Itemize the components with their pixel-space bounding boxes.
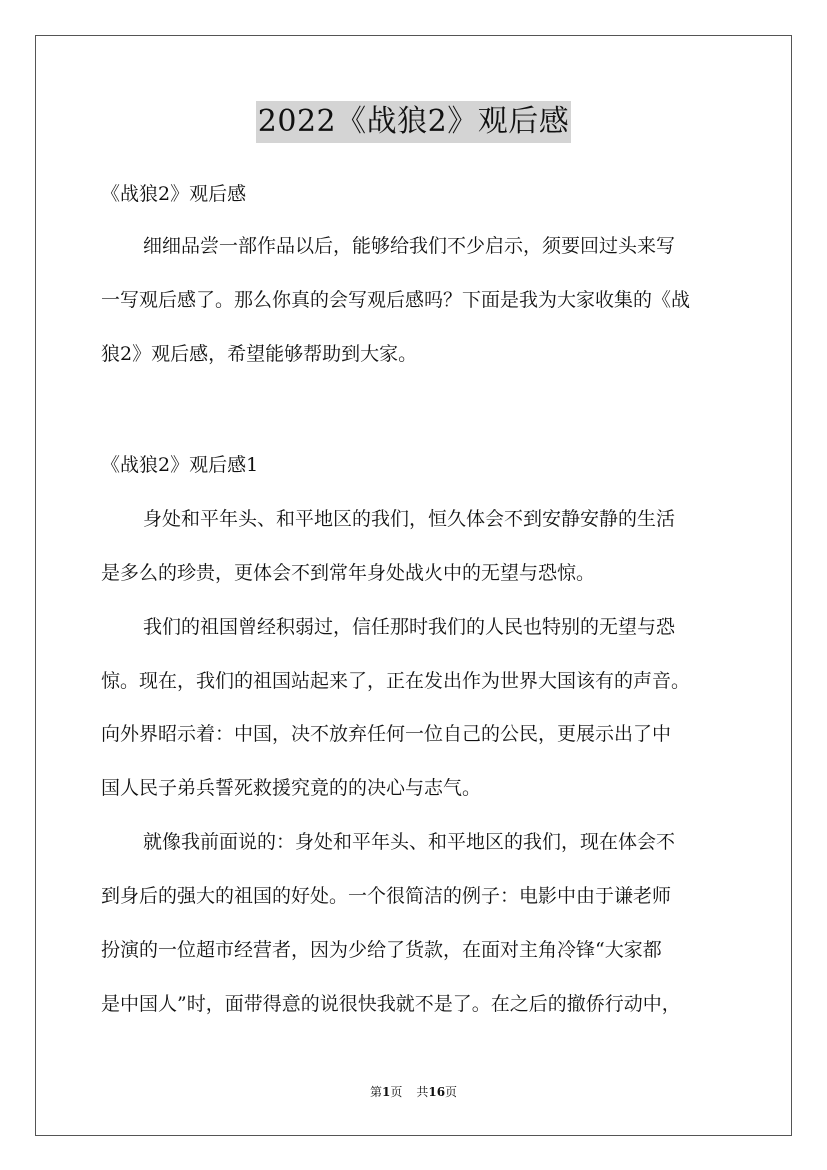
page-prefix: 第: [369, 1085, 382, 1099]
para3-line-2: 到身后的强大的祖国的好处。一个很简洁的例子：电影中由于谦老师: [101, 885, 672, 907]
para3-line-3: 扮演的一位超市经营者，因为少给了货款，在面对主角冷锋“大家都: [101, 939, 662, 961]
page-unit: 页: [390, 1085, 403, 1099]
document-title: [0, 101, 827, 143]
para1-line-2: 是多么的珍贵，更体会不到常年身处战火中的无望与恐惊。: [101, 562, 596, 584]
total-unit: 页: [445, 1085, 458, 1099]
page-current: 1: [381, 1085, 391, 1099]
intro-line-1: 细细品尝一部作品以后，能够给我们不少启示，须要回过头来写: [143, 235, 676, 257]
page-footer: [0, 1084, 827, 1100]
para3-line-1: 就像我前面说的：身处和平年头、和平地区的我们，现在体会不: [143, 831, 676, 853]
intro-line-2: 一写观后感了。那么你真的会写观后感吗？下面是我为大家收集的《战: [101, 289, 691, 311]
intro-line-3: 狼2》观后感，希望能够帮助到大家。: [101, 343, 418, 365]
para2-line-2: 惊。现在，我们的祖国站起来了，正在发出作为世界大国该有的声音。: [101, 670, 691, 692]
para2-line-1: 我们的祖国曾经积弱过，信任那时我们的人民也特别的无望与恐: [143, 616, 676, 638]
total-prefix: 共: [416, 1085, 429, 1099]
document-subtitle: 《战狼2》观后感: [101, 183, 247, 205]
para1-line-1: 身处和平年头、和平地区的我们，恒久体会不到安静安静的生活: [143, 508, 676, 530]
para2-line-4: 国人民子弟兵誓死救援究竟的的决心与志气。: [101, 777, 482, 799]
document-title-text: 2022《战狼2》观后感: [256, 101, 571, 143]
page-total: 16: [428, 1085, 446, 1099]
para2-line-3: 向外界昭示着：中国，决不放弃任何一位自己的公民，更展示出了中: [101, 723, 672, 745]
section-heading: 《战狼2》观后感1: [101, 454, 259, 476]
para3-line-4: 是中国人”时，面带得意的说很快我就不是了。在之后的撤侨行动中，: [101, 993, 681, 1015]
